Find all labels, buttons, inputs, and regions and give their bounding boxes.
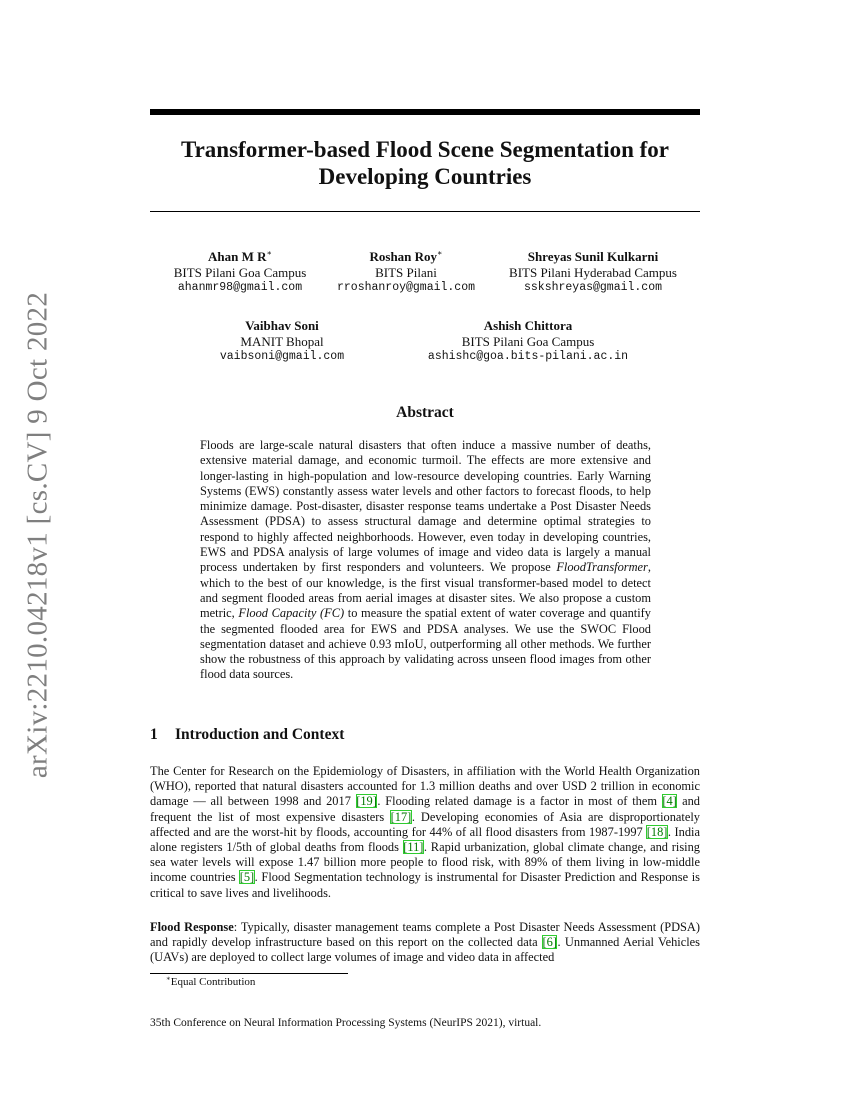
abstract-heading: Abstract [396, 404, 454, 421]
paragraph-lead: Flood Response [150, 920, 234, 934]
author-email[interactable]: ahanmr98@gmail.com [177, 281, 303, 294]
citation-link[interactable]: [4] [662, 794, 677, 809]
author-email[interactable]: ashishc@goa.bits-pilani.ac.in [427, 350, 629, 363]
venue-footer: 35th Conference on Neural Information Processing Systems (NeurIPS 2021), virtual. [150, 1017, 542, 1029]
paper-title [150, 136, 700, 190]
author-name: Vaibhav Soni [245, 318, 319, 333]
title-bottom-rule [150, 211, 700, 212]
author-name: Roshan Roy∗ [369, 248, 443, 264]
paper-title-line-1: Transformer-based Flood Scene Segmentation for [180, 137, 670, 162]
author-name: Ahan M R∗ [208, 248, 272, 264]
author-affiliation: BITS Pilani Hyderabad Campus [509, 264, 677, 280]
author-affiliation: BITS Pilani [375, 264, 437, 280]
citation-link[interactable]: [6] [542, 935, 557, 950]
intro-paragraph: The Center for Research on the Epidemiology of Disasters, in affiliation with the World Health Organization (WHO), reported that natural disasters accounted for 1.3 million deaths and over USD 2 trillion in economic damage — all between 1998 and 2017 [19]. Flooding related damage is a factor in most of them [4] and frequent the list of most expensive disasters [17]. Developing economies of Asia are disproportionately affected and are the worst-hit by floods, accounting for 44% of all flood disasters from 1987-1997 [18]. India alone registers 1/5th of global deaths from floods [11]. Rapid urbanization, global climate change, and rising sea water levels will expose 1.47 billion more people to flood risk, with 89% of them living in low-middle income countries [5]. Flood Segmentation technology is instrumental for Disaster Prediction and Response is critical to save lives and livelihoods. [150, 764, 700, 900]
author-name: Shreyas Sunil Kulkarni [527, 249, 659, 264]
citation-link[interactable]: [11] [403, 840, 424, 855]
citation-link[interactable]: [5] [239, 870, 255, 885]
footnote: ∗Equal Contribution [166, 974, 256, 988]
arxiv-identifier [18, 291, 58, 779]
author-block [498, 249, 688, 296]
author-block [150, 249, 330, 296]
footnote-rule [150, 973, 348, 974]
paper-title-line-2: Developing Countries [318, 164, 532, 189]
citation-link[interactable]: [17] [390, 809, 412, 824]
author-block [202, 318, 362, 365]
author-name: Ashish Chittora [483, 318, 573, 333]
author-email[interactable]: rroshanroy@gmail.com [336, 281, 476, 294]
author-email[interactable]: sskshreyas@gmail.com [523, 281, 663, 294]
author-block [326, 249, 486, 296]
author-affiliation: BITS Pilani Goa Campus [173, 264, 307, 280]
section-heading-introduction: 1 Introduction and Context [150, 726, 345, 743]
author-affiliation: BITS Pilani Goa Campus [461, 333, 595, 349]
citation-link[interactable]: [19] [356, 794, 377, 809]
author-email[interactable]: vaibsoni@gmail.com [219, 350, 345, 363]
author-block [413, 318, 643, 365]
author-affiliation: MANIT Bhopal [240, 333, 324, 349]
citation-link[interactable]: [18] [646, 824, 668, 839]
arxiv-identifier-text: arXiv:2210.04218v1 [cs.CV] 9 Oct 2022 [21, 291, 54, 779]
abstract-text: Floods are large-scale natural disasters that often induce a massive number of deaths, extensive material damage, and economic turmoil. The effects are more extensive and longer-lasting in high-population and low-resource developing countries. Early Warning Systems (EWS) constantly assess water levels and other factors to forecast floods, to help minimize damage. Post-disaster, disaster response teams undertake a Post Disaster Needs Assessment (PDSA) to assess structural damage and determine optimal strategies to respond to highly affected neighborhoods. However, even today in developing countries, EWS and PDSA analysis of large volumes of image and video data is largely a manual process undertaken by first responders and volunteers. We propose FloodTransformer, which to the best of our knowledge, is the first visual transformer-based model to detect and segment flooded areas from aerial images at disaster sites. We also propose a custom metric, Flood Capacity (FC) to measure the spatial extent of water coverage and quantify the segmented flooded area for EWS and PDSA analyses. We use the SWOC Flood segmentation dataset and achieve 0.93 mIoU, outperforming all other methods. We further show the robustness of this approach by validating across unseen flood images from other flood data sources. [200, 438, 651, 682]
flood-response-paragraph: Flood Response: Typically, disaster management teams complete a Post Disaster Needs Assessment (PDSA) and rapidly develop infrastructure based on this report on the collected data [6]. Unmanned Aerial Vehicles (UAVs) are deployed to collect large volumes of image and video data in affected [150, 920, 700, 965]
title-top-rule [150, 109, 700, 115]
